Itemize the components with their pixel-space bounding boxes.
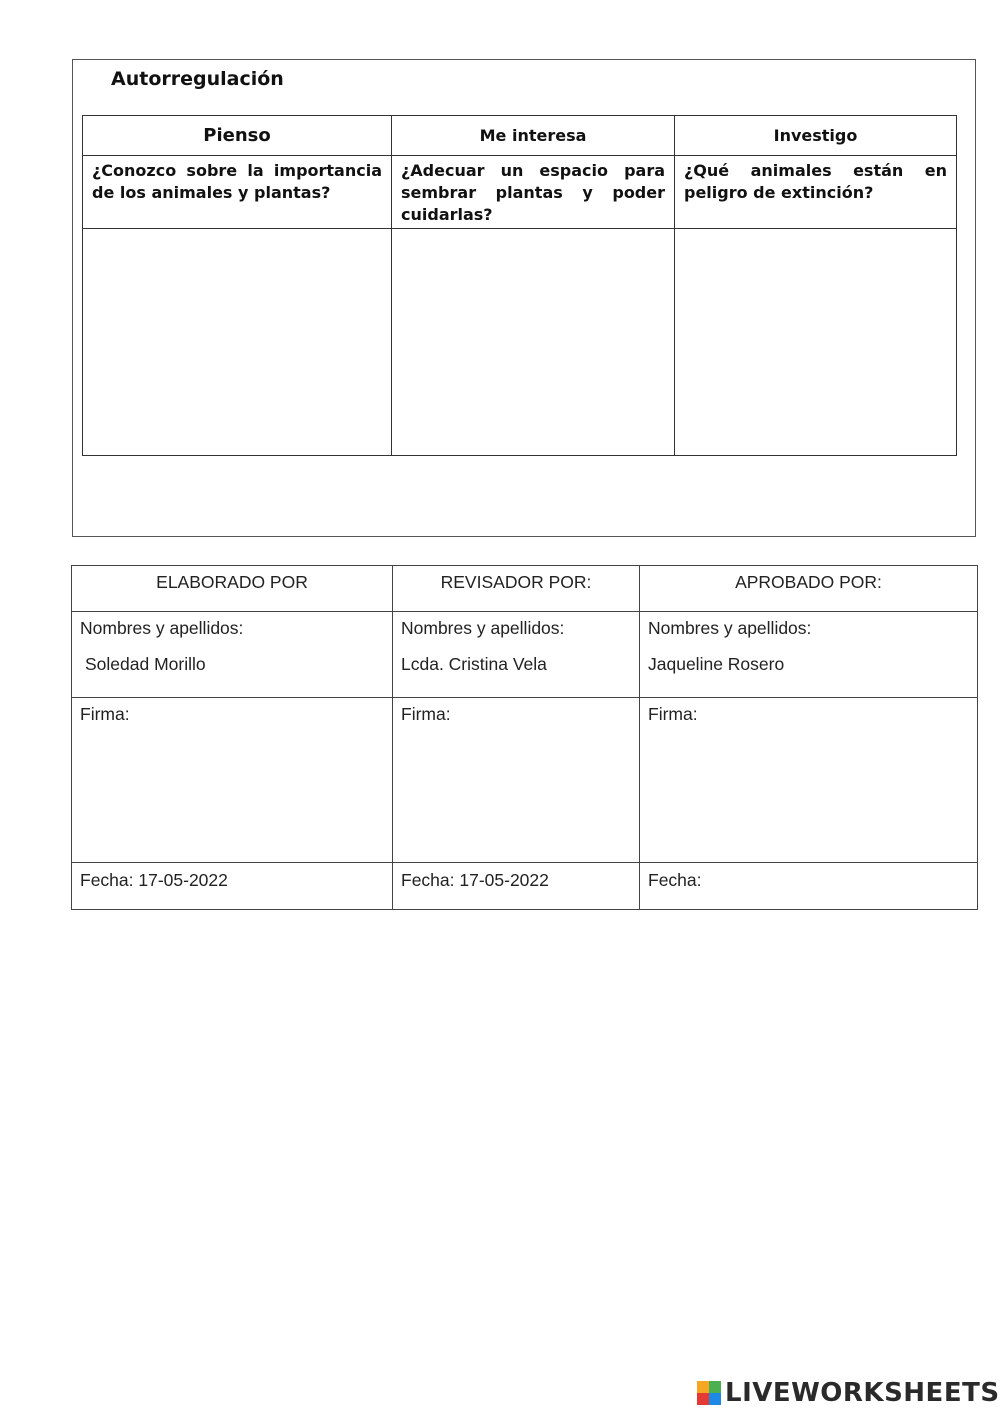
names-cell-elaborado (72, 612, 393, 698)
question-investigo: ¿Qué animales están en peligro de extinción? (675, 156, 957, 229)
header-revisado: REVISADOR POR: (393, 566, 640, 612)
questions-row (83, 156, 957, 229)
section-title: Autorregulación (111, 68, 284, 90)
autorregulacion-table (82, 115, 957, 456)
date-aprobado: Fecha: (640, 863, 978, 910)
names-label: Nombres y apellidos: (80, 618, 244, 638)
name-elaborado: Soledad Morillo (85, 654, 206, 674)
answer-cell-investigo[interactable] (675, 229, 957, 456)
question-me-interesa: ¿Adecuar un espacio para sembrar plantas y poder cuidarlas? (392, 156, 675, 229)
approval-table (71, 565, 978, 910)
liveworksheets-logo (697, 1377, 1000, 1409)
date-elaborado: Fecha: 17-05-2022 (72, 863, 393, 910)
names-cell-revisado (393, 612, 640, 698)
name-revisado: Lcda. Cristina Vela (401, 654, 547, 674)
signature-cell-elaborado: Firma: (72, 698, 393, 863)
date-revisado: Fecha: 17-05-2022 (393, 863, 640, 910)
header-me-interesa: Me interesa (392, 116, 675, 156)
answer-row (83, 229, 957, 456)
signature-cell-revisado: Firma: (393, 698, 640, 863)
header-elaborado: ELABORADO POR (72, 566, 393, 612)
signature-cell-aprobado: Firma: (640, 698, 978, 863)
header-pienso: Pienso (83, 116, 392, 156)
names-cell-aprobado (640, 612, 978, 698)
header-investigo: Investigo (675, 116, 957, 156)
header-aprobado: APROBADO POR: (640, 566, 978, 612)
names-label: Nombres y apellidos: (401, 618, 565, 638)
brand-name: LIVEWORKSHEETS (725, 1378, 1000, 1408)
answer-cell-me-interesa[interactable] (392, 229, 675, 456)
name-aprobado: Jaqueline Rosero (648, 654, 785, 674)
names-label: Nombres y apellidos: (648, 618, 812, 638)
approval-header-row (72, 566, 978, 612)
question-pienso: ¿Conozco sobre la importancia de los animales y plantas? (83, 156, 392, 229)
autorregulacion-section (72, 59, 976, 537)
dates-row (72, 863, 978, 910)
names-row (72, 612, 978, 698)
table-header-row (83, 116, 957, 156)
signature-row (72, 698, 978, 863)
liveworksheets-icon (697, 1381, 721, 1405)
answer-cell-pienso[interactable] (83, 229, 392, 456)
